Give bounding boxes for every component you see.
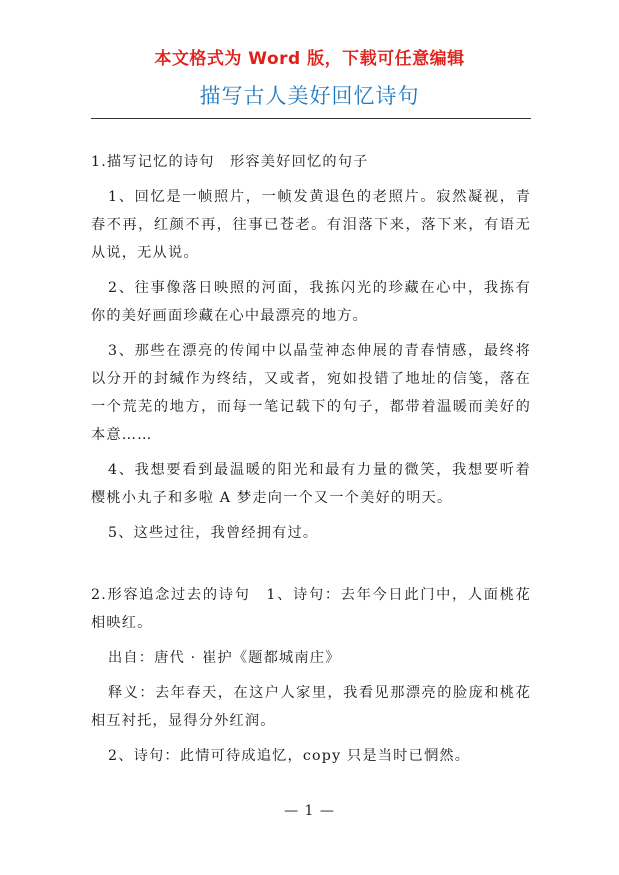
section-heading-1: 1.描写记忆的诗句 形容美好回忆的句子 [91, 154, 369, 170]
poem-explanation: 释义：去年春天，在这户人家里，我看见那漂亮的脸庞和桃花相互衬托，显得分外红润。 [91, 685, 531, 729]
document-title: 描写古人美好回忆诗句 [199, 84, 420, 108]
list-item: 4、我想要看到最温暖的阳光和最有力量的微笑，我想要听着樱桃小丸子和多啦 A 梦走向一个又一个美好的明天。 [91, 462, 531, 506]
poem-source: 出自：唐代 · 崔护《题都城南庄》 [108, 650, 341, 666]
page-number: — 1 — [284, 803, 335, 819]
list-item: 5、这些过往，我曾经拥有过。 [108, 525, 319, 541]
section-heading-2: 2.形容追念过去的诗句 1、诗句：去年今日此门中，人面桃花相映红。 [91, 587, 531, 631]
list-item: 3、那些在漂亮的传闻中以晶莹神态伸展的青春情感，最终将以分开的封缄作为终结，又或者，宛如投错了地址的信笺，落在一个荒芜的地方，而每一笔记载下的句子，都带着温暖而美好的本意…… [91, 343, 531, 443]
download-notice: 本文格式为 Word 版，下载可任意编辑 [154, 49, 465, 69]
list-item: 2、往事像落日映照的河面，我拣闪光的珍藏在心中，我拣有你的美好画面珍藏在心中最漂亮的地方。 [91, 280, 531, 324]
poem-line: 2、诗句：此情可待成追忆，copy 只是当时已惘然。 [108, 748, 471, 764]
document-body [91, 148, 531, 777]
list-item: 1、回忆是一帧照片，一帧发黄退色的老照片。寂然凝视，青春不再，红颜不再，往事已苍老。有泪落下来，落下来，有语无从说，无从说。 [91, 189, 531, 261]
title-divider [91, 118, 531, 119]
